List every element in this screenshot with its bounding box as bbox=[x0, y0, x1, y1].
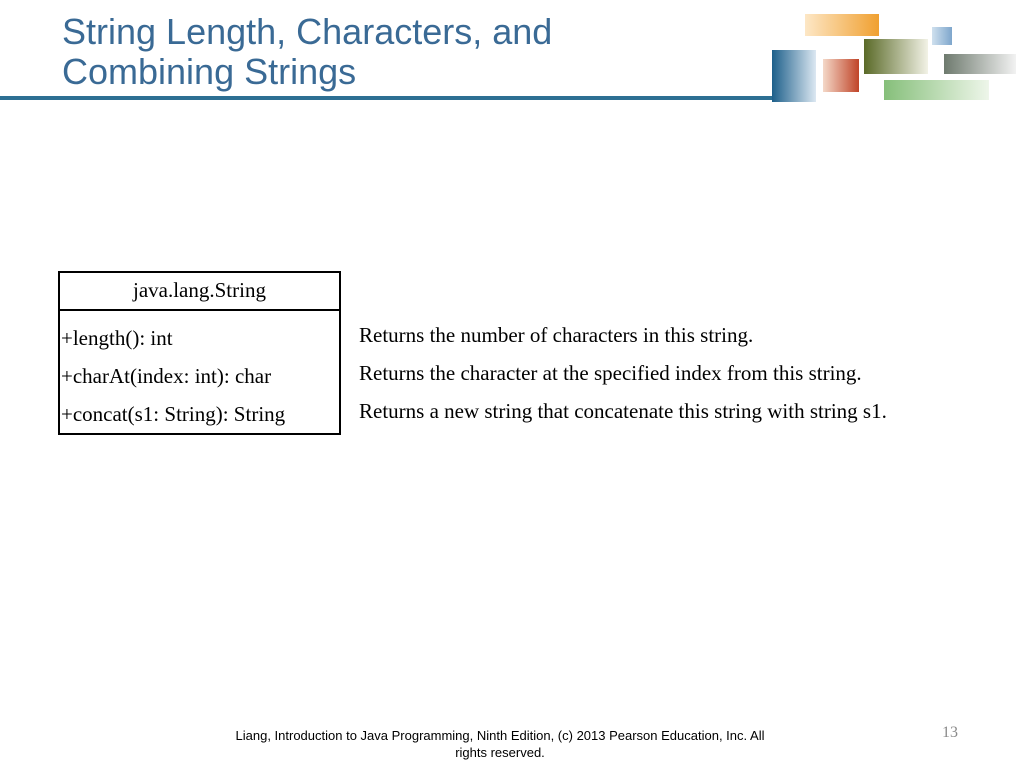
slide-title bbox=[62, 12, 762, 92]
tile-blue-small bbox=[932, 27, 952, 45]
uml-method-concat: +concat(s1: String): String bbox=[61, 402, 286, 426]
uml-method-charat: +charAt(index: int): char bbox=[61, 364, 272, 388]
uml-method-list bbox=[60, 311, 339, 433]
uml-class-name: java.lang.String bbox=[60, 273, 339, 311]
tile-blue-vertical bbox=[772, 50, 816, 102]
tile-gray bbox=[944, 54, 1016, 74]
description-charat: Returns the character at the specified index from this string. bbox=[359, 361, 862, 385]
page-number: 13 bbox=[942, 724, 958, 741]
description-length: Returns the number of characters in this string. bbox=[359, 323, 754, 347]
footer-line-1: Liang, Introduction to Java Programming, Ninth Edition, (c) 2013 Pearson Education, Inc. All bbox=[235, 728, 765, 743]
slide-title-line-1: String Length, Characters, and bbox=[62, 11, 553, 52]
slide-footer bbox=[200, 727, 800, 761]
title-underline bbox=[0, 96, 778, 100]
method-descriptions bbox=[359, 316, 999, 430]
uml-class-box bbox=[58, 271, 341, 435]
footer-line-2: rights reserved. bbox=[455, 745, 545, 760]
uml-method-length: +length(): int bbox=[61, 326, 173, 350]
tile-olive bbox=[864, 39, 928, 74]
slide-title-line-2: Combining Strings bbox=[62, 51, 357, 92]
tile-orange bbox=[805, 14, 879, 36]
description-concat: Returns a new string that concatenate this string with string s1. bbox=[359, 399, 887, 423]
tile-green bbox=[884, 80, 989, 100]
tile-red bbox=[823, 59, 859, 92]
